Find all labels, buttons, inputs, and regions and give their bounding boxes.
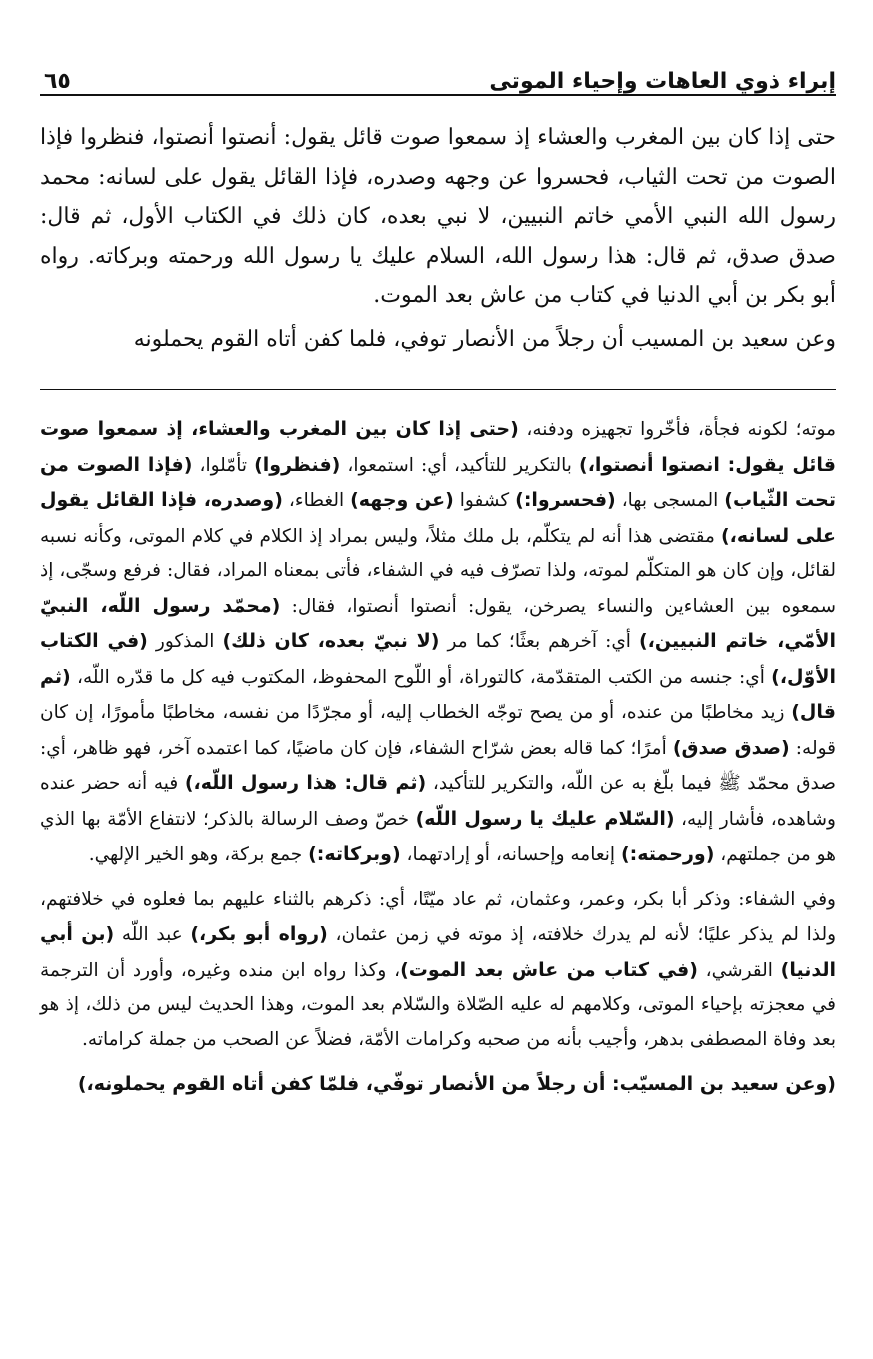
quoted-matn: (حتى إذا كان بين المغرب والعشاء، إذ سمعوا صوت قائل يقول: انصتوا أنصتوا،) bbox=[40, 418, 836, 476]
quoted-matn: (في الكتاب الأوّل،) bbox=[40, 630, 836, 688]
page-number: ٦٥ bbox=[44, 69, 71, 94]
commentary-text-run: مقتضى هذا أنه لم يتكلّم، بل ملك مثلاً، وليس بمراد إذ الكلام في كلام الموتى، وكأنه نسبه لقائل، وإن كان هو المتكلّم لموته، ولذا تصرّف فيه في الشفاء، فأتى بمعناه المراد، فقال: فرفع وسجّى، إذ سمعوه بين العشاءين والنساء يصرخن، يقول: أنصتوا أنصتوا، فقال: bbox=[40, 525, 836, 617]
commentary-text-run: جمع بركة، وهو الخير الإلهي. bbox=[88, 844, 309, 865]
chapter-title: إبراء ذوي العاهات وإحياء الموتى bbox=[489, 69, 836, 94]
commentary-text-run: وفي الشفاء: وذكر أبا بكر، وعمر، وعثمان، ثم عاد ميّتًا، أي: ذكرهم بالثناء عليهم بما فعلوه في خلافتهم، ولذا لم يذكر عليًا؛ لأنه لم يدرك خلافته، إذ موته في زمن عثمان، bbox=[40, 888, 837, 945]
quoted-matn: (رواه أبو بكر،) bbox=[190, 923, 328, 945]
commentary-paragraph bbox=[40, 883, 836, 1058]
commentary-text-run: إنعامه وإحسانه، أو إرادتهما، bbox=[400, 844, 621, 865]
main-hadith-text bbox=[40, 118, 836, 359]
quoted-matn: (ثم قال: هذا رسول اللّه،) bbox=[184, 772, 427, 794]
commentary-text-run: المذكور bbox=[147, 631, 223, 652]
quoted-matn: (السّلام عليك يا رسول اللّه) bbox=[415, 807, 675, 830]
main-paragraph: وعن سعيد بن المسيب أن رجلاً من الأنصار توفي، فلما كفن أتاه القوم يحملونه bbox=[133, 326, 836, 352]
commentary-text-run: تأمّلوا، bbox=[192, 454, 255, 476]
commentary-text-run: زيد مخاطبًا من عنده، أو من يصح توجّه الخطاب إليه، أو مجرّدًا من نفسه، مخاطبًا مأمورًا، إن كان قوله: bbox=[40, 702, 836, 759]
quoted-matn: (صدق صدق) bbox=[672, 736, 790, 759]
commentary-text-run: أمرًا؛ كما قاله بعض شرّاح الشفاء، فإن كان ماضيًا، كما اعتمده آخر، فهو ظاهر، أي: صدق محمّد ﷺ فيما بلّغ به عن اللّه، والتكرير للتأكيد، bbox=[40, 737, 836, 794]
commentary-text-run: خصّ وصف الرسالة بالذكر؛ لانتفاع الأمّة بها الذي هو من جملتهم، bbox=[40, 808, 836, 865]
quoted-matn: (ورحمته:) bbox=[620, 843, 715, 865]
commentary-text-run: القرشي، bbox=[697, 959, 781, 981]
quoted-matn: (وصدره، فإذا القائل يقول على لسانه،) bbox=[40, 489, 837, 547]
commentary-paragraph bbox=[40, 412, 836, 873]
quoted-matn: (لا نبيّ بعده، كان ذلك) bbox=[222, 630, 440, 652]
running-header bbox=[40, 52, 836, 96]
commentary-paragraph bbox=[40, 1067, 836, 1103]
quoted-matn: (فحسروا:) bbox=[515, 489, 616, 511]
quoted-matn: (وعن سعيد بن المسيّب: أن رجلاً من الأنصار توفّي، فلمّا كفن أتاه القوم يحملونه،) bbox=[77, 1073, 836, 1095]
footnote-separator bbox=[40, 389, 836, 390]
quoted-matn: (بن أبي الدنيا) bbox=[40, 923, 836, 981]
quoted-matn: (فنظروا) bbox=[254, 453, 341, 476]
quoted-matn: (عن وجهه) bbox=[350, 489, 454, 511]
commentary-text-run: بالتكرير للتأكيد، أي: استمعوا، bbox=[340, 454, 580, 476]
quoted-matn: (محمّد رسول اللّه، النبيّ الأمّي، خاتم النبيين،) bbox=[40, 594, 836, 652]
book-page bbox=[40, 52, 836, 1103]
commentary-text-run: ، وكذا رواه ابن منده وغيره، وأورد أن الترجمة في معجزته بإحياء الموتى، وكلامهم له عليه الصّلاة والسّلام بعد الموت، وهذا الحديث ليس من ذلك، إذ هو بعد وفاة المصطفى بدهر، وأجيب بأنه من صحبه وكرامات الأمّة، فضلاً عن الصحب من جملة كراماته. bbox=[40, 959, 836, 1050]
commentary-text-run: الغطاء، bbox=[282, 490, 351, 511]
commentary-text-run: فيه أنه حضر عنده وشاهده، فأشار إليه، bbox=[40, 773, 836, 830]
quoted-matn: (وبركاته:) bbox=[308, 843, 401, 865]
commentary-text-run: موته؛ لكونه فجأة، فأخّروا تجهيزه ودفنه، bbox=[518, 419, 836, 440]
commentary-text-run: أي: جنسه من الكتب المتقدّمة، كالتوراة، أو اللّوح المحفوظ، المكتوب فيه كل ما قدّره اللّه، bbox=[70, 666, 772, 688]
main-paragraph: حتى إذا كان بين المغرب والعشاء إذ سمعوا صوت قائل يقول: أنصتوا أنصتوا، فنظروا فإذا الصوت من تحت الثياب، فحسروا عن وجهه وصدره، فإذا القائل يقول على لسانه: محمد رسول الله النبي الأمي خاتم النبيين، لا نبي بعده، كان ذلك في الكتاب الأول، ثم قال: صدق صدق، ثم قال: هذا رسول الله، السلام عليك يا رسول الله ورحمته وبركاته. رواه أبو بكر بن أبي الدنيا في كتاب من عاش بعد الموت. bbox=[40, 125, 836, 308]
commentary-text-run: المسجى بها، bbox=[615, 490, 725, 511]
commentary-text bbox=[40, 412, 836, 1103]
commentary-text-run: عبد اللّه bbox=[114, 924, 191, 945]
quoted-matn: (في كتاب من عاش بعد الموت) bbox=[400, 958, 698, 981]
commentary-text-run: كشفوا bbox=[453, 490, 516, 511]
quoted-matn: (ثم قال) bbox=[40, 665, 836, 723]
quoted-matn: (فإذا الصوت من تحت الثّياب) bbox=[40, 453, 837, 511]
commentary-text-run: أي: آخرهم بعثًا؛ كما مر bbox=[439, 631, 639, 652]
